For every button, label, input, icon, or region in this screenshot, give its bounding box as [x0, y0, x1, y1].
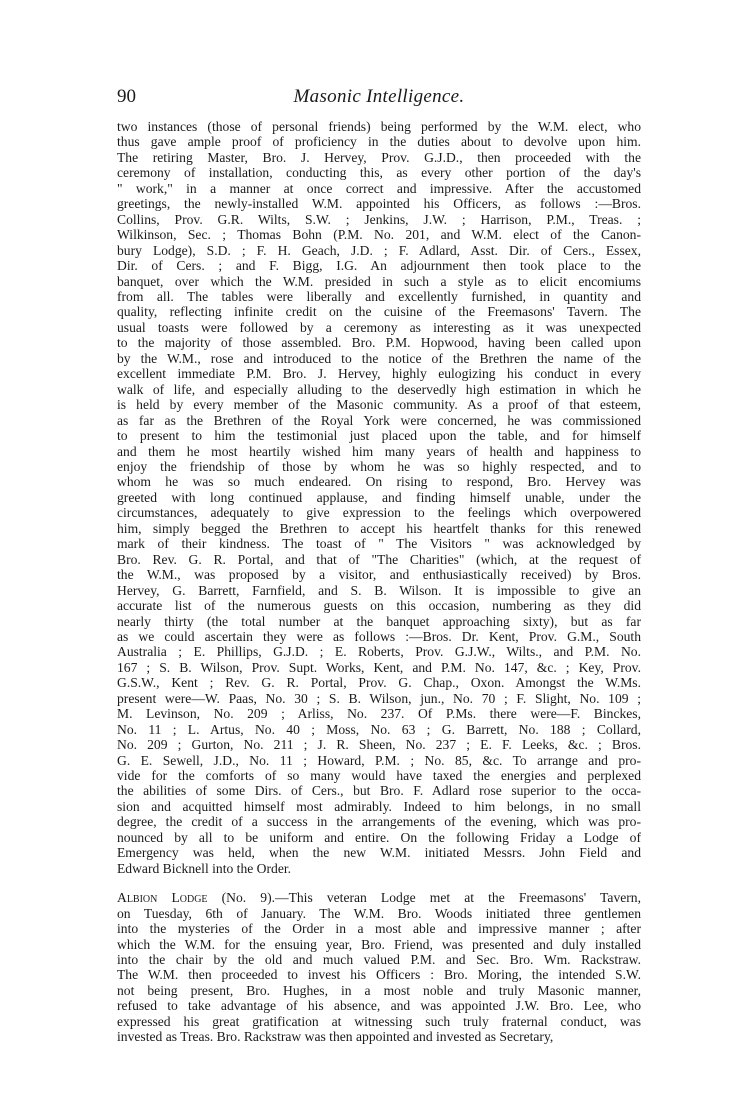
- text-line-rest: (No. 9).—This veteran Lodge met at the Freemasons' Tavern,: [207, 890, 641, 906]
- text-line: the abilities of some Dirs. of Cers., but Bro. F. Adlard rose superior to the occa-: [117, 783, 641, 799]
- text-line: G.S.W., Kent ; Rev. G. R. Portal, Prov. G. Chap., Oxon. Amongst the W.Ms.: [117, 675, 641, 691]
- text-line: by the W.M., rose and introduced to the notice of the Brethren the name of the: [117, 350, 641, 366]
- text-line: Emergency was held, when the new W.M. initiated Messrs. John Field and: [117, 845, 641, 861]
- text-line: M. Levinson, No. 209 ; Arliss, No. 237. Of P.Ms. there were—F. Binckes,: [117, 706, 641, 722]
- text-line: to the majority of those assembled. Bro. P.M. Hopwood, having been called upon: [117, 335, 641, 351]
- text-line: from all. The tables were liberally and excellently furnished, in quantity and: [117, 288, 641, 304]
- text-line: The W.M. then proceeded to invest his Officers : Bro. Moring, the intended S.W.: [117, 967, 641, 983]
- text-line: on Tuesday, 6th of January. The W.M. Bro. Woods initiated three gentlemen: [117, 905, 641, 921]
- text-line: [117, 890, 641, 905]
- text-line: 167 ; S. B. Wilson, Prov. Supt. Works, Kent, and P.M. No. 147, &c. ; Key, Prov.: [117, 659, 641, 675]
- text-line: not being present, Bro. Hughes, in a most noble and truly Masonic manner,: [117, 982, 641, 998]
- paragraph-royal-york-lodge: [117, 119, 641, 876]
- article-body: [117, 119, 641, 1045]
- paragraph-albion-lodge: [117, 890, 641, 1045]
- text-line: " work," in a manner at once correct and impressive. After the accustomed: [117, 180, 641, 196]
- text-line: nearly thirty (the total number at the banquet approaching sixty), but as far: [117, 613, 641, 629]
- text-line: is held by every member of the Masonic community. As a proof of that esteem,: [117, 397, 641, 413]
- text-line: excellent immediate P.M. Bro. J. Hervey, highly eulogizing his conduct in every: [117, 366, 641, 382]
- text-line: No. 209 ; Gurton, No. 211 ; J. R. Sheen, No. 237 ; E. F. Leeks, &c. ; Bros.: [117, 737, 641, 753]
- text-line: accurate list of the numerous guests on this occasion, numbering as they did: [117, 598, 641, 614]
- text-line: walk of life, and especially alluding to the deservedly high estimation in which he: [117, 381, 641, 397]
- text-line: quality, reflecting infinite credit on the cuisine of the Freemasons' Tavern. The: [117, 304, 641, 320]
- text-line: circumstances, adequately to give expression to the feelings which overpowered: [117, 505, 641, 521]
- text-line: Edward Bicknell into the Order.: [117, 860, 292, 876]
- text-line: G. E. Sewell, J.D., No. 11 ; Howard, P.M. ; No. 85, &c. To arrange and pro-: [117, 752, 641, 768]
- text-line: the W.M., was proposed by a visitor, and enthusiastically received) by Bros.: [117, 567, 641, 583]
- text-line: Hervey, G. Barrett, Farnfield, and S. B. Wilson. It is impossible to give an: [117, 582, 641, 598]
- text-line: invested as Treas. Bro. Rackstraw was then appointed and invested as Secretary,: [117, 1029, 554, 1045]
- text-line: Dir. of Cers. ; and F. Bigg, I.G. An adjournment then took place to the: [117, 258, 641, 274]
- lodge-name-heading: Albion Lodge: [117, 890, 208, 906]
- text-line: into the chair by the old and much valued P.M. and Sec. Bro. Wm. Rackstraw.: [117, 952, 641, 968]
- text-line: enjoy the friendship of those by whom he was so highly respected, and to: [117, 458, 641, 474]
- text-line: greeted with long continued applause, and finding himself unable, under the: [117, 489, 641, 505]
- text-line: banquet, over which the W.M. presided in such a style as to elicit encomiums: [117, 273, 641, 289]
- text-line: whom he was so much endeared. On rising to respond, Bro. Hervey was: [117, 474, 641, 490]
- text-line: Collins, Prov. G.R. Wilts, S.W. ; Jenkins, J.W. ; Harrison, P.M., Treas. ;: [117, 211, 641, 227]
- text-line: into the mysteries of the Order in a most able and impressive manner ; after: [117, 921, 641, 937]
- text-line: Australia ; E. Phillips, G.J.D. ; E. Roberts, Prov. G.J.W., Wilts., and P.M. No.: [117, 644, 641, 660]
- text-line: which the W.M. for the ensuing year, Bro. Friend, was presented and duly installed: [117, 936, 641, 952]
- text-line: two instances (those of personal friends) being performed by the W.M. elect, who: [117, 119, 641, 134]
- text-line: sion and acquitted himself most admirably. Indeed to him belongs, in no small: [117, 798, 641, 814]
- text-line: Bro. Rev. G. R. Portal, and that of "The Charities" (which, at the request of: [117, 551, 641, 567]
- text-line: mark of their kindness. The toast of " The Visitors " was acknowledged by: [117, 536, 641, 552]
- text-line: present were—W. Paas, No. 30 ; S. B. Wilson, jun., No. 70 ; F. Slight, No. 109 ;: [117, 690, 641, 706]
- text-line: greetings, the newly-installed W.M. appointed his Officers, as follows :—Bros.: [117, 196, 641, 212]
- text-line: to present to him the testimonial just placed upon the table, and for himself: [117, 428, 641, 444]
- text-line: bury Lodge), S.D. ; F. H. Geach, J.D. ; F. Adlard, Asst. Dir. of Cers., Essex,: [117, 242, 641, 258]
- text-line: thus gave ample proof of proficiency in the duties about to devolve upon him.: [117, 134, 641, 150]
- text-line: as far as the Brethren of the Royal York were concerned, he was commissioned: [117, 412, 641, 428]
- running-head: Masonic Intelligence.: [293, 86, 465, 107]
- text-line: The retiring Master, Bro. J. Hervey, Prov. G.J.D., then proceeded with the: [117, 149, 641, 165]
- text-line: vide for the comforts of so many would have taxed the energies and perplexed: [117, 768, 641, 784]
- text-line: usual toasts were followed by a ceremony as interesting as it was unexpected: [117, 319, 641, 335]
- text-line: Wilkinson, Sec. ; Thomas Bohn (P.M. No. 201, and W.M. elect of the Canon-: [117, 227, 641, 243]
- text-line: and them he most heartily wished him many years of health and happiness to: [117, 443, 641, 459]
- text-line: ceremony of installation, conducting this, as every other portion of the day's: [117, 165, 641, 181]
- text-line: as we could ascertain they were as follows :—Bros. Dr. Kent, Prov. G.M., South: [117, 628, 641, 644]
- text-line: refused to take advantage of his absence, and was appointed J.W. Bro. Lee, who: [117, 998, 641, 1014]
- text-line: nounced by all to be uniform and entire. On the following Friday a Lodge of: [117, 829, 641, 845]
- text-line: expressed his great gratification at witnessing such truly fraternal conduct, was: [117, 1013, 641, 1029]
- text-line: degree, the credit of a success in the arrangements of the evening, which was pro-: [117, 814, 641, 830]
- page-header: [117, 84, 641, 110]
- page-number: 90: [117, 86, 136, 107]
- text-line: No. 11 ; L. Artus, No. 40 ; Moss, No. 63 ; G. Barrett, No. 188 ; Collard,: [117, 721, 641, 737]
- text-line: him, simply begged the Brethren to accept his heartfelt thanks for this renewed: [117, 520, 641, 536]
